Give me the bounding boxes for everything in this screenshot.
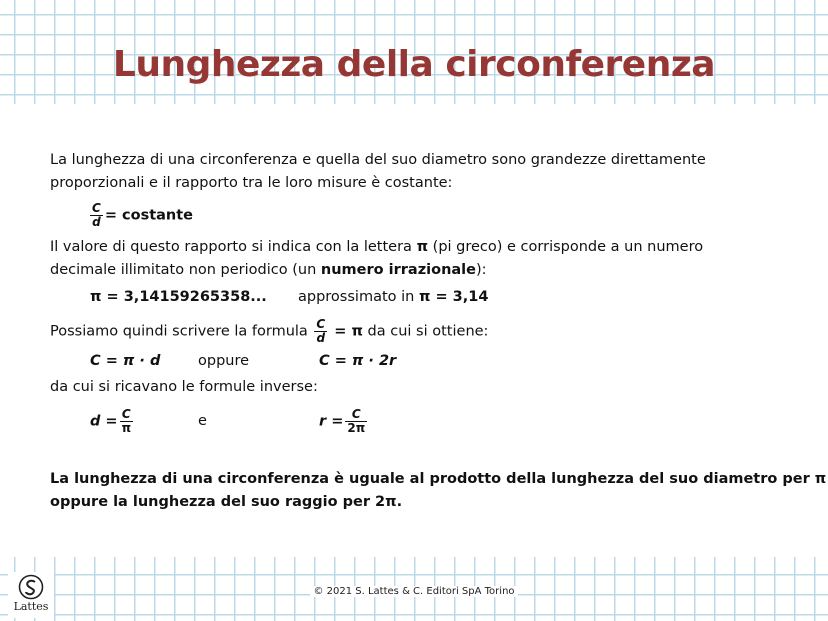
ratio-formula xyxy=(88,202,193,229)
fraction-numerator: C xyxy=(120,408,134,422)
fraction-numerator: C xyxy=(92,201,101,215)
copyright-footer xyxy=(0,586,828,597)
page-title: Lunghezza della circonferenza xyxy=(112,44,716,85)
c-over-2pi-fraction xyxy=(345,408,367,435)
pi-exact-value: π = 3,14159265358... xyxy=(90,289,267,305)
ratio-constant-label: = costante xyxy=(104,207,194,224)
equals-pi: = π xyxy=(329,323,363,340)
fraction-denominator: 2π xyxy=(347,421,366,435)
ratio-fraction xyxy=(90,202,103,229)
intro-line-2: proporzionali e il rapporto tra le loro misure è costante: xyxy=(50,175,453,191)
pi-intro-text-b: (pi greco) e corrisponde a un numero xyxy=(428,239,704,255)
pi-intro-text-a: Il valore di questo rapporto si indica con la lettera xyxy=(50,239,417,255)
diameter-inverse-formula xyxy=(90,408,135,435)
inverse-intro: da cui si ricavano le formule inverse: xyxy=(50,379,318,395)
irrational-number-term: numero irrazionale xyxy=(320,262,476,278)
d-equals: d = xyxy=(90,413,118,430)
pi-intro-line-2 xyxy=(50,259,487,282)
conclusion-line-1: La lunghezza di una circonferenza è uguale al prodotto della lunghezza del suo diametro per π xyxy=(50,471,827,487)
fraction-denominator: π xyxy=(121,421,132,435)
fraction-numerator: C xyxy=(316,317,326,331)
c-over-pi-fraction xyxy=(120,408,134,435)
radius-inverse-formula xyxy=(319,408,369,435)
formula-intro-tail: da cui si ottiene: xyxy=(362,323,489,340)
lattes-logo-icon xyxy=(18,574,44,600)
publisher-logo xyxy=(8,572,54,618)
pi-approx-label: approssimato in xyxy=(298,289,419,305)
formula-intro-text: Possiamo quindi scrivere la formula xyxy=(50,323,313,340)
conclusion-line-2: oppure la lunghezza del suo raggio per 2π. xyxy=(50,494,403,510)
and-label: e xyxy=(198,413,207,429)
circumference-formula-radius: C = π · 2r xyxy=(319,353,397,369)
pi-intro-line-1 xyxy=(50,236,703,259)
fraction-denominator: d xyxy=(316,331,326,345)
fraction-denominator: d xyxy=(92,215,101,229)
oppure-label: oppure xyxy=(198,353,250,369)
circumference-formula-diameter: C = π · d xyxy=(90,353,161,369)
logo-wordmark: Lattes xyxy=(13,600,49,613)
copyright-text: © 2021 S. Lattes & C. Editori SpA Torino xyxy=(310,586,517,597)
r-equals: r = xyxy=(319,413,344,430)
pi-approx xyxy=(298,286,488,309)
pi-intro-text-c: decimale illimitato non periodico (un xyxy=(50,262,321,278)
pi-intro-text-d: ): xyxy=(475,262,487,278)
pi-symbol: π xyxy=(416,239,429,255)
fraction-numerator: C xyxy=(345,408,367,422)
formula-intro xyxy=(50,318,488,345)
pi-approx-value: π = 3,14 xyxy=(418,289,489,305)
intro-line-1: La lunghezza di una circonferenza e quella del suo diametro sono grandezze direttamente xyxy=(50,152,706,168)
c-over-d-fraction xyxy=(314,318,327,345)
